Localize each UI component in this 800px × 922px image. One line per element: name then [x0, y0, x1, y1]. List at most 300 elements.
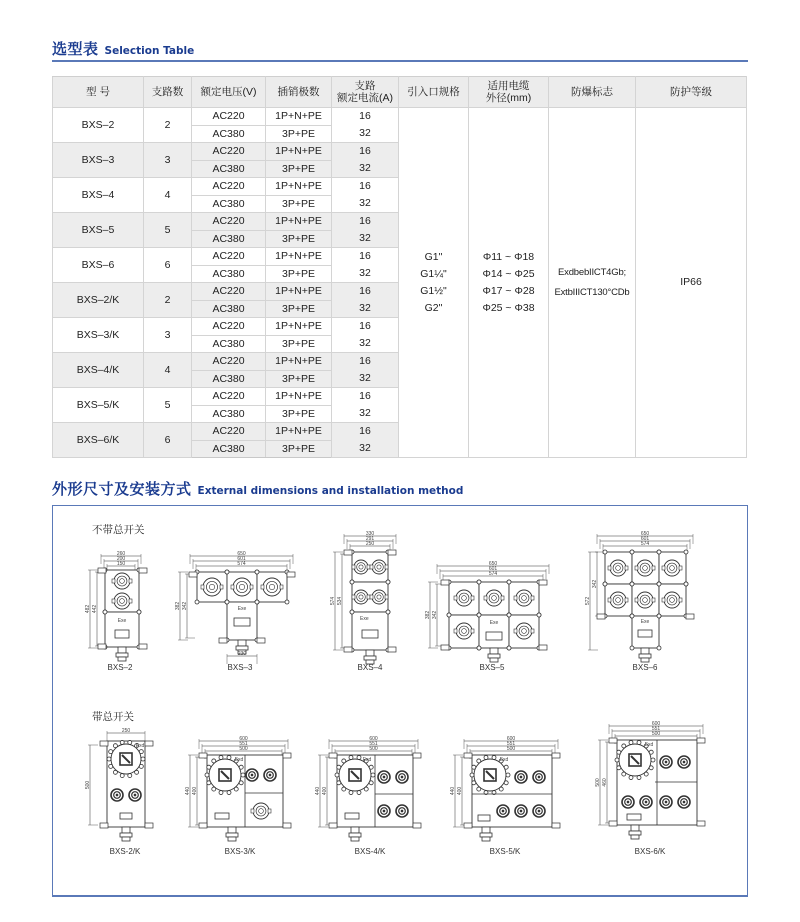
cable-gland-icon — [480, 827, 492, 841]
current-cell — [332, 353, 399, 388]
bolt-icon — [492, 755, 496, 759]
dimension-label: 442 — [92, 604, 98, 614]
socket-icon — [533, 805, 545, 817]
dimension-label: 342 — [432, 610, 438, 620]
bolt-icon — [139, 764, 143, 768]
current-value: 32 — [359, 197, 371, 209]
column-header: 防护等级 — [636, 77, 747, 108]
mounting-ear — [539, 645, 547, 650]
mounting-ear — [697, 821, 705, 826]
branches-cell: 6 — [144, 248, 192, 283]
bolt-icon — [477, 646, 481, 650]
mounting-ear — [413, 753, 421, 758]
bolt-icon — [120, 774, 124, 778]
dimension-label: 260 — [116, 551, 126, 557]
bolt-icon — [219, 791, 223, 795]
indicator-window — [345, 813, 359, 819]
selection-table-title — [52, 38, 194, 59]
bolt-icon — [103, 610, 107, 614]
bolt-icon — [684, 582, 688, 586]
mounting-ear — [552, 823, 560, 828]
mounting-ear — [464, 823, 472, 828]
poles-cell: 3P+PE — [266, 405, 332, 423]
dimension-label: 150 — [116, 561, 126, 567]
cable-diameter: Φ17 ~ Φ28 — [482, 284, 535, 297]
dimension-label: 551 — [506, 741, 516, 747]
bolt-icon — [337, 765, 341, 769]
voltage-cell: AC380 — [192, 370, 266, 388]
bolt-icon — [477, 787, 481, 791]
dimension-label: 250 — [365, 541, 375, 547]
poles-cell: 1P+N+PE — [266, 318, 332, 336]
voltage-cell: AC220 — [192, 213, 266, 231]
bolt-icon — [207, 765, 211, 769]
main-switch-icon — [349, 769, 361, 781]
table-row — [53, 108, 747, 126]
current-value: 32 — [359, 442, 371, 454]
model-cell: BXS–3 — [53, 143, 144, 178]
mounting-ear — [100, 823, 108, 828]
bolt-icon — [603, 550, 607, 554]
model-cell: BXS–4/K — [53, 353, 144, 388]
bolt-icon — [649, 766, 653, 770]
cable-diameter-cell — [469, 108, 549, 458]
poles-cell: 3P+PE — [266, 335, 332, 353]
socket-icon — [111, 789, 123, 801]
bolt-icon — [241, 773, 245, 777]
voltage-cell: AC380 — [192, 300, 266, 318]
bolt-icon — [225, 570, 229, 574]
cable-diameter: Φ11 ~ Φ18 — [482, 250, 535, 263]
bolt-icon — [139, 750, 143, 754]
voltage-cell: AC220 — [192, 108, 266, 126]
bolt-icon — [386, 610, 390, 614]
bolt-icon — [477, 580, 481, 584]
voltage-cell: AC380 — [192, 405, 266, 423]
bolt-icon — [212, 759, 216, 763]
bolt-icon — [630, 646, 634, 650]
voltage-cell: AC220 — [192, 248, 266, 266]
bolt-icon — [195, 600, 199, 604]
ex-mark-cell — [549, 108, 636, 458]
bolt-icon — [637, 740, 641, 744]
mounting-ear — [464, 753, 472, 758]
socket-icon — [396, 805, 408, 817]
voltage-cell: AC380 — [192, 265, 266, 283]
dimension-label: 574 — [640, 541, 650, 547]
mounting-ear — [199, 753, 207, 758]
model-cell: BXS–6/K — [53, 423, 144, 458]
drawing-bxs-2 — [85, 550, 155, 660]
bolt-icon — [137, 610, 141, 614]
poles-cell: 3P+PE — [266, 230, 332, 248]
bolt-icon — [342, 787, 346, 791]
current-value: 32 — [359, 127, 371, 139]
bolt-icon — [477, 613, 481, 617]
bolt-icon — [657, 582, 661, 586]
entry-spec: G1½" — [420, 284, 447, 297]
current-value: 16 — [359, 145, 371, 157]
current-value: 16 — [359, 250, 371, 262]
bolt-icon — [617, 766, 621, 770]
model-cell: BXS–5 — [53, 213, 144, 248]
model-cell: BXS–6 — [53, 248, 144, 283]
column-header: 引入口规格 — [399, 77, 469, 108]
socket-icon — [622, 796, 634, 808]
dimension-label: 291 — [365, 536, 375, 542]
entry-spec-cell — [399, 108, 469, 458]
bolt-icon — [477, 759, 481, 763]
bolt-icon — [472, 765, 476, 769]
current-cell — [332, 318, 399, 353]
bolt-icon — [234, 787, 238, 791]
current-value: 16 — [359, 425, 371, 437]
bolt-icon — [386, 580, 390, 584]
dimension-label: 600 — [369, 736, 378, 742]
bolt-icon — [212, 787, 216, 791]
dimension-label: 342 — [592, 579, 598, 589]
dimension-label: 600 — [506, 736, 516, 742]
indicator-window — [638, 630, 652, 637]
mounting-ear — [441, 645, 449, 650]
dimension-label: 601 — [237, 556, 246, 562]
current-cell — [332, 178, 399, 213]
mounting-ear — [597, 614, 605, 619]
model-cell: BXS–3/K — [53, 318, 144, 353]
current-value: 32 — [359, 302, 371, 314]
selection-table-title-en: Selection Table — [104, 45, 195, 57]
poles-cell: 3P+PE — [266, 265, 332, 283]
bolt-icon — [507, 580, 511, 584]
bolt-icon — [644, 772, 648, 776]
indicator-window — [120, 813, 132, 819]
dimension-label: 400 — [192, 786, 198, 796]
mounting-ear — [441, 580, 449, 585]
poles-cell: 3P+PE — [266, 160, 332, 178]
current-value: 16 — [359, 320, 371, 332]
indicator-window — [115, 630, 129, 638]
bolt-icon — [227, 755, 231, 759]
voltage-cell: AC380 — [192, 160, 266, 178]
socket-icon — [378, 805, 390, 817]
dimension-label: 601 — [640, 536, 650, 542]
drawing-bxs-6 — [585, 530, 705, 660]
poles-cell: 1P+N+PE — [266, 353, 332, 371]
dimension-label: 382 — [425, 610, 431, 620]
indicator-window — [486, 632, 502, 640]
dimension-label: 500 — [85, 780, 91, 790]
bolt-icon — [227, 791, 231, 795]
dimension-label: 440 — [185, 786, 191, 796]
dimensions-title-en: External dimensions and installation method — [197, 485, 464, 497]
ex-label: Exe — [640, 619, 650, 625]
mounting-ear — [145, 823, 153, 828]
poles-cell: 1P+N+PE — [266, 143, 332, 161]
dimensions-title — [52, 478, 463, 499]
poles-cell: 1P+N+PE — [266, 178, 332, 196]
ex-label: Exe — [237, 606, 247, 612]
current-cell — [332, 388, 399, 423]
bolt-icon — [507, 646, 511, 650]
mounting-ear — [257, 638, 265, 643]
dimension-label: 440 — [450, 786, 456, 796]
current-cell — [332, 423, 399, 458]
mounting-ear — [609, 821, 617, 826]
bolt-icon — [470, 773, 474, 777]
mounting-ear — [219, 638, 227, 643]
mounting-ear — [98, 644, 106, 649]
drawing-caption: BXS–3 — [227, 663, 253, 672]
main-switch-icon — [120, 753, 132, 765]
drawing-caption: BXS-4/K — [354, 847, 386, 856]
bolt-icon — [141, 757, 145, 761]
current-value: 32 — [359, 162, 371, 174]
poles-cell: 1P+N+PE — [266, 108, 332, 126]
bolt-icon — [504, 781, 508, 785]
dimension-label: 382 — [175, 601, 181, 611]
dimension-label: 551 — [239, 741, 248, 747]
bolt-icon — [113, 770, 117, 774]
table-header-row — [53, 77, 747, 108]
current-value: 16 — [359, 390, 371, 402]
socket-icon — [660, 756, 672, 768]
dimension-label: 500 — [239, 746, 248, 752]
current-cell — [332, 108, 399, 143]
drawing-bxs-2k — [85, 725, 165, 840]
branches-cell: 4 — [144, 178, 192, 213]
dimension-label: 500 — [595, 778, 601, 787]
current-cell — [332, 143, 399, 178]
ex-label: Exe — [489, 620, 499, 626]
voltage-cell: AC380 — [192, 230, 266, 248]
bolt-icon — [342, 759, 346, 763]
column-header: 支路数 — [144, 77, 192, 108]
dimension-label: 400 — [457, 786, 463, 796]
mounting-ear — [139, 644, 147, 649]
bolt-icon — [135, 770, 139, 774]
ex-label: Exe — [117, 618, 127, 624]
mounting-ear — [145, 741, 153, 746]
dimension-label: 650 — [237, 551, 246, 557]
dimension-label: 230 — [237, 651, 247, 657]
dimension-label: 400 — [322, 786, 328, 796]
dimensions-title-zh: 外形尺寸及安装方式 — [52, 480, 192, 498]
cable-gland-icon — [349, 827, 361, 841]
voltage-cell: AC220 — [192, 178, 266, 196]
poles-cell: 1P+N+PE — [266, 423, 332, 441]
current-value: 16 — [359, 355, 371, 367]
bolt-icon — [369, 781, 373, 785]
socket-icon — [533, 771, 545, 783]
socket-icon — [515, 805, 527, 817]
group-label-no-switch: 不带总开关 — [92, 524, 145, 536]
ex-label: Exe — [360, 616, 369, 622]
bolt-icon — [357, 755, 361, 759]
drawing-caption: BXS–5 — [479, 663, 505, 672]
drawing-caption: BXS–6 — [632, 663, 658, 672]
dimension-label: 460 — [602, 778, 608, 787]
poles-cell: 3P+PE — [266, 300, 332, 318]
drawing-caption: BXS-5/K — [489, 847, 521, 856]
bolt-icon — [350, 610, 354, 614]
indicator-window — [215, 813, 229, 819]
drawing-bxs-3k — [185, 735, 295, 840]
bolt-icon — [447, 613, 451, 617]
branches-cell: 2 — [144, 108, 192, 143]
main-switch-icon — [629, 754, 641, 766]
cable-diameter: Φ14 ~ Φ25 — [482, 267, 535, 280]
cable-gland-icon — [116, 647, 128, 661]
bolt-icon — [657, 646, 661, 650]
bolt-icon — [207, 781, 211, 785]
bolt-icon — [255, 570, 259, 574]
mounting-ear — [697, 738, 705, 743]
bolt-icon — [255, 600, 259, 604]
mounting-ear — [388, 647, 396, 652]
current-value: 16 — [359, 110, 371, 122]
voltage-cell: AC380 — [192, 335, 266, 353]
poles-cell: 3P+PE — [266, 195, 332, 213]
bolt-icon — [285, 600, 289, 604]
bolt-icon — [349, 791, 353, 795]
drawing-bxs-5k — [450, 735, 565, 840]
bolt-icon — [472, 781, 476, 785]
main-switch-icon — [219, 769, 231, 781]
current-value: 32 — [359, 337, 371, 349]
bolt-icon — [128, 740, 132, 744]
poles-cell: 1P+N+PE — [266, 283, 332, 301]
dimension-label: 551 — [369, 741, 378, 747]
bolt-icon — [603, 582, 607, 586]
drawing-bxs-4 — [330, 530, 410, 660]
mounting-ear — [344, 647, 352, 652]
bolt-icon — [113, 744, 117, 748]
voltage-cell: AC380 — [192, 195, 266, 213]
socket-icon — [640, 796, 652, 808]
drawing-bxs-6k — [595, 720, 710, 840]
protection-cell: IP66 — [636, 108, 747, 458]
bolt-icon — [629, 740, 633, 744]
bolt-icon — [657, 550, 661, 554]
bolt-icon — [507, 613, 511, 617]
bolt-icon — [205, 773, 209, 777]
mounting-ear — [98, 568, 106, 573]
mounting-ear — [609, 738, 617, 743]
dimension-label: 650 — [488, 561, 498, 567]
voltage-cell: AC380 — [192, 440, 266, 458]
column-header: 型 号 — [53, 77, 144, 108]
dimension-label: 600 — [651, 721, 661, 727]
column-header: 适用电缆 外径(mm) — [469, 77, 549, 108]
cable-gland-icon — [226, 827, 238, 841]
drawing-caption: BXS-6/K — [634, 847, 666, 856]
drawing-caption: BXS-3/K — [224, 847, 256, 856]
bolt-icon — [657, 614, 661, 618]
dimension-label: 250 — [121, 728, 131, 734]
indicator-window — [362, 630, 378, 638]
bolt-icon — [337, 781, 341, 785]
bolt-icon — [629, 776, 633, 780]
bolt-icon — [239, 765, 243, 769]
column-header: 额定电压(V) — [192, 77, 266, 108]
voltage-cell: AC220 — [192, 143, 266, 161]
branches-cell: 3 — [144, 318, 192, 353]
mounting-ear — [139, 568, 147, 573]
dimension-label: 482 — [85, 604, 91, 614]
bolt-icon — [128, 774, 132, 778]
mounting-ear — [329, 753, 337, 758]
ex-label: Exd — [499, 757, 509, 763]
indicator-window — [627, 814, 641, 820]
bolt-icon — [622, 772, 626, 776]
dimension-label: 200 — [116, 556, 126, 562]
dimension-label: 500 — [369, 746, 378, 752]
bolt-icon — [637, 776, 641, 780]
voltage-cell: AC220 — [192, 283, 266, 301]
branches-cell: 5 — [144, 388, 192, 423]
poles-cell: 3P+PE — [266, 370, 332, 388]
ex-mark: ExtbIIICT130°CDb — [554, 286, 630, 298]
current-value: 16 — [359, 180, 371, 192]
mounting-ear — [100, 741, 108, 746]
voltage-cell: AC220 — [192, 423, 266, 441]
poles-cell: 1P+N+PE — [266, 388, 332, 406]
bolt-icon — [349, 755, 353, 759]
dimension-label: 440 — [315, 786, 321, 796]
indicator-window — [234, 618, 250, 626]
bolt-icon — [649, 750, 653, 754]
branches-cell: 6 — [144, 423, 192, 458]
branches-cell: 5 — [144, 213, 192, 248]
bolt-icon — [499, 787, 503, 791]
column-header: 插销极数 — [266, 77, 332, 108]
current-value: 32 — [359, 372, 371, 384]
current-cell — [332, 283, 399, 318]
mounting-ear — [283, 823, 291, 828]
bolt-icon — [651, 758, 655, 762]
socket-icon — [129, 789, 141, 801]
dimension-label: 572 — [585, 596, 591, 606]
model-cell: BXS–4 — [53, 178, 144, 213]
drawing-caption: BXS-2/K — [109, 847, 141, 856]
ex-label: Exd — [234, 757, 244, 763]
bolt-icon — [107, 757, 111, 761]
mounting-ear — [413, 823, 421, 828]
socket-icon — [497, 805, 509, 817]
entry-spec: G2" — [424, 301, 443, 314]
main-switch-icon — [484, 769, 496, 781]
socket-icon — [378, 771, 390, 783]
socket-icon — [678, 756, 690, 768]
branches-cell: 3 — [144, 143, 192, 178]
indicator-window — [478, 815, 490, 821]
cable-gland-icon — [364, 650, 376, 664]
socket-icon — [264, 769, 276, 781]
entry-spec: G1¼" — [420, 267, 447, 280]
selection-table-title-zh: 选型表 — [52, 40, 99, 58]
bolt-icon — [617, 750, 621, 754]
bolt-icon — [350, 580, 354, 584]
socket-icon — [246, 769, 258, 781]
dimension-label: 574 — [488, 571, 498, 577]
group-label-with-switch: 带总开关 — [92, 711, 134, 723]
bolt-icon — [364, 787, 368, 791]
dimension-label: 500 — [506, 746, 516, 752]
bolt-icon — [504, 765, 508, 769]
bolt-icon — [484, 755, 488, 759]
bolt-icon — [357, 791, 361, 795]
dimension-label: 551 — [651, 726, 661, 732]
